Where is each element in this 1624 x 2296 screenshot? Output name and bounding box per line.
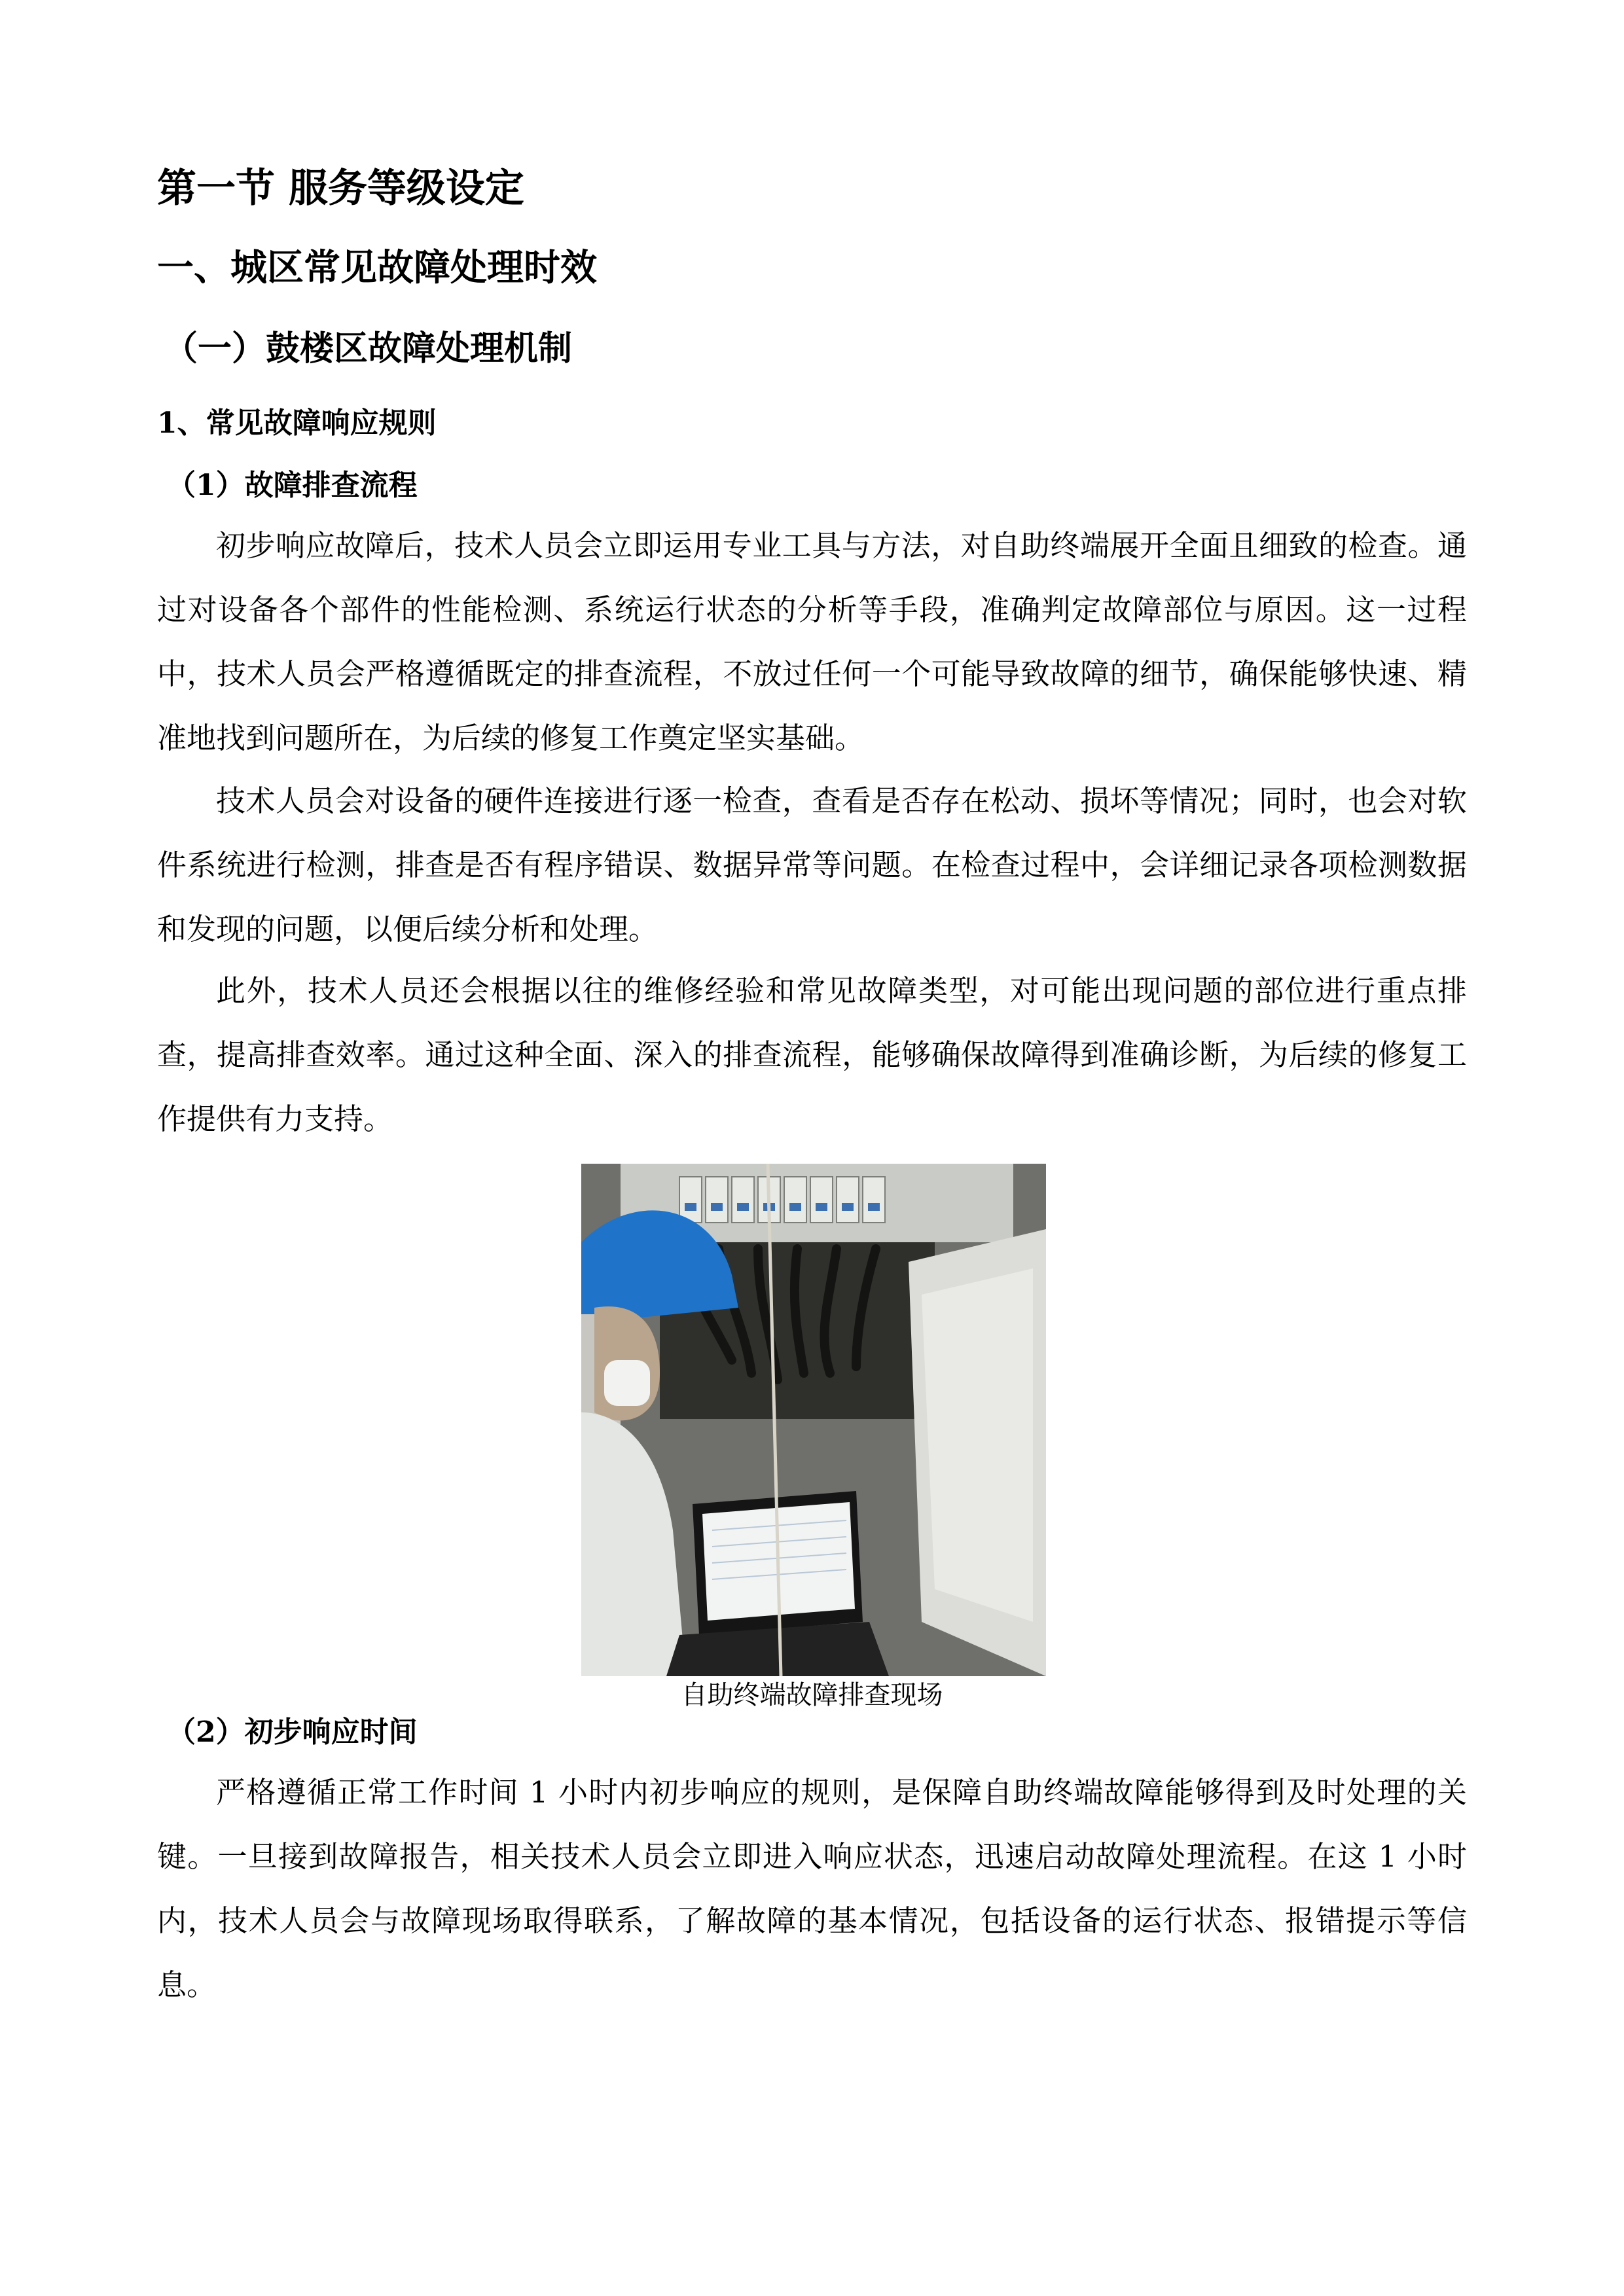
subchapter-heading: （一）鼓楼区故障处理机制	[164, 329, 573, 368]
item-heading-response-time: （2）初步响应时间	[167, 1715, 418, 1749]
chapter-heading: 一、城区常见故障处理时效	[157, 246, 597, 289]
figure-caption: 自助终端故障排查现场	[681, 1680, 943, 1710]
paragraph-initial-response: 严格遵循正常工作时间 1 小时内初步响应的规则，是保障自助终端故障能够得到及时处理的关键。一旦接到故障报告，相关技术人员会立即进入响应状态，迅速启动故障处理流程。在这 1 小时内，技术人员会与故障现场取得联系，了解故障的基本情况，包括设备的运行状态、报错提示等信息。	[157, 1775, 1467, 2002]
rule-heading: 1、常见故障响应规则	[157, 406, 437, 440]
paragraph-experience-based-check: 此外，技术人员还会根据以往的维修经验和常见故障类型，对可能出现问题的部位进行重点排查，提高排查效率。通过这种全面、深入的排查流程，能够确保故障得到准确诊断，为后续的修复工作提供有力支持。	[157, 973, 1467, 1136]
section-heading: 第一节 服务等级设定	[157, 166, 524, 211]
paragraph-troubleshooting-intro: 初步响应故障后，技术人员会立即运用专业工具与方法，对自助终端展开全面且细致的检查。通过对设备各个部件的性能检测、系统运行状态的分析等手段，准确判定故障部位与原因。这一过程中，技术人员会严格遵循既定的排查流程，不放过任何一个可能导致故障的细节，确保能够快速、精准地找到问题所在，为后续的修复工作奠定坚实基础。	[157, 528, 1467, 755]
item-heading-troubleshooting: （1）故障排查流程	[167, 469, 418, 502]
paragraph-hardware-software-check: 技术人员会对设备的硬件连接进行逐一检查，查看是否存在松动、损坏等情况；同时，也会对软件系统进行检测，排查是否有程序错误、数据异常等问题。在检查过程中，会详细记录各项检测数据和发现的问题，以便后续分析和处理。	[157, 783, 1467, 946]
troubleshooting-site-photo	[581, 1164, 1046, 1676]
